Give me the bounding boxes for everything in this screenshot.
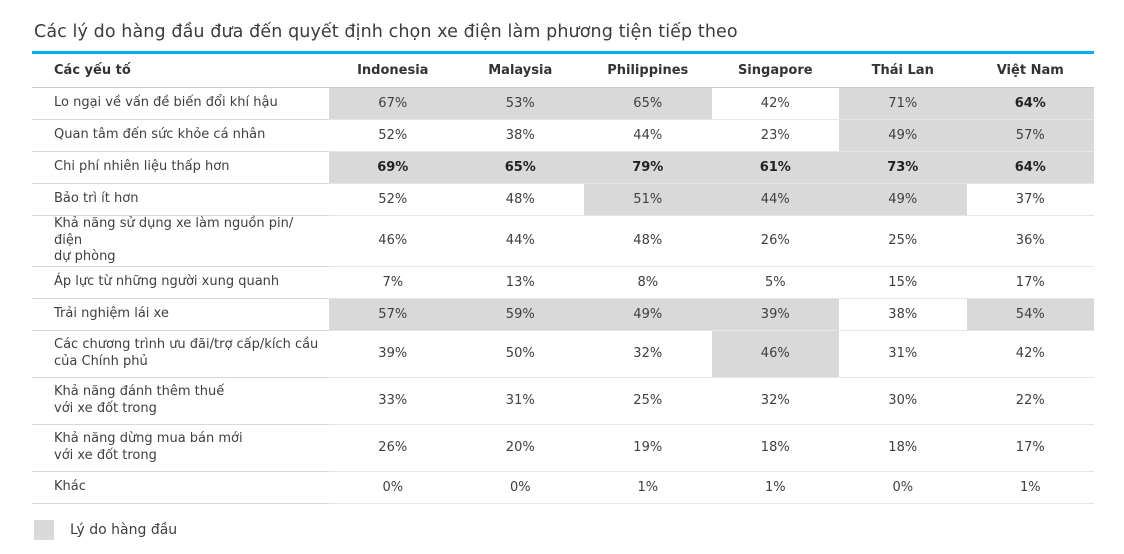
table-cell-value: 20% (457, 424, 585, 471)
table-cell-value: 65% (584, 88, 712, 120)
column-header-factors: Các yếu tố (32, 54, 329, 88)
header-row (32, 54, 1094, 88)
table-cell-value: 79% (584, 152, 712, 184)
table-cell-value: 51% (584, 184, 712, 216)
row-label-line: với xe đốt trong (54, 400, 157, 416)
table-row (32, 377, 1094, 424)
table-cell-value: 48% (584, 216, 712, 267)
legend-label: Lý do hàng đầu (70, 521, 178, 538)
table-cell-value: 7% (329, 266, 457, 298)
row-label (32, 120, 329, 152)
table-cell-value: 38% (839, 298, 967, 330)
table-cell-value: 17% (967, 424, 1095, 471)
table-cell-value: 53% (457, 88, 585, 120)
column-header-thailand: Thái Lan (839, 54, 967, 88)
table-cell-value: 42% (967, 330, 1095, 377)
table-cell-value: 19% (584, 424, 712, 471)
table-cell-value: 18% (712, 424, 840, 471)
table-row (32, 471, 1094, 503)
table-cell-value: 31% (839, 330, 967, 377)
column-header-malaysia: Malaysia (457, 54, 585, 88)
row-label-line: Khả năng sử dụng xe làm nguồn pin/điện (54, 216, 294, 248)
table-cell-value: 46% (712, 330, 840, 377)
row-label (32, 216, 329, 267)
row-label-line: của Chính phủ (54, 353, 148, 369)
row-label (32, 184, 329, 216)
table-cell-value: 22% (967, 377, 1095, 424)
reasons-table (32, 54, 1094, 504)
row-label-line: Khác (54, 479, 86, 495)
table-cell-value: 49% (839, 120, 967, 152)
table-cell-value: 33% (329, 377, 457, 424)
table-cell-value: 61% (712, 152, 840, 184)
table-cell-value: 1% (584, 471, 712, 503)
table-cell-value: 31% (457, 377, 585, 424)
table-cell-value: 44% (457, 216, 585, 267)
table-cell-value: 49% (839, 184, 967, 216)
table-row (32, 88, 1094, 120)
table-cell-value: 48% (457, 184, 585, 216)
table-cell-value: 54% (967, 298, 1095, 330)
row-label-line: Áp lực từ những người xung quanh (54, 274, 280, 290)
table-cell-value: 57% (967, 120, 1095, 152)
table-cell-value: 73% (839, 152, 967, 184)
row-label-line: dự phòng (54, 249, 116, 265)
table-row (32, 216, 1094, 267)
table-row (32, 298, 1094, 330)
table-cell-value: 39% (329, 330, 457, 377)
row-label-line: Quan tâm đến sức khỏe cá nhân (54, 127, 266, 143)
table-cell-value: 8% (584, 266, 712, 298)
table-cell-value: 32% (712, 377, 840, 424)
table-cell-value: 13% (457, 266, 585, 298)
table-row (32, 424, 1094, 471)
row-label (32, 152, 329, 184)
row-label (32, 424, 329, 471)
table-cell-value: 1% (967, 471, 1095, 503)
table-body (32, 88, 1094, 504)
table-cell-value: 1% (712, 471, 840, 503)
table-cell-value: 36% (967, 216, 1095, 267)
table-cell-value: 44% (712, 184, 840, 216)
table-cell-value: 25% (584, 377, 712, 424)
row-label (32, 88, 329, 120)
table-cell-value: 65% (457, 152, 585, 184)
column-header-indonesia: Indonesia (329, 54, 457, 88)
table-cell-value: 46% (329, 216, 457, 267)
row-label (32, 471, 329, 503)
table-cell-value: 64% (967, 152, 1095, 184)
row-label-line: Bảo trì ít hơn (54, 191, 139, 207)
row-label (32, 298, 329, 330)
row-label-line: Trải nghiệm lái xe (54, 306, 169, 322)
table-cell-value: 18% (839, 424, 967, 471)
row-label-line: Khả năng đánh thêm thuế (54, 384, 225, 400)
page-title: Các lý do hàng đầu đưa đến quyết định chọn xe điện làm phương tiện tiếp theo (34, 22, 738, 42)
table-cell-value: 52% (329, 184, 457, 216)
row-label-line: Các chương trình ưu đãi/trợ cấp/kích cầu (54, 337, 319, 353)
column-header-philippines: Philippines (584, 54, 712, 88)
table-cell-value: 23% (712, 120, 840, 152)
table-cell-value: 30% (839, 377, 967, 424)
row-label-line: Khả năng dừng mua bán mới (54, 431, 243, 447)
table-cell-value: 67% (329, 88, 457, 120)
row-label-line: Lo ngại về vấn đề biến đổi khí hậu (54, 95, 278, 111)
legend (34, 520, 1094, 540)
table-row (32, 266, 1094, 298)
table-cell-value: 26% (712, 216, 840, 267)
table-cell-value: 52% (329, 120, 457, 152)
table-cell-value: 50% (457, 330, 585, 377)
row-label (32, 377, 329, 424)
table-cell-value: 37% (967, 184, 1095, 216)
table-cell-value: 0% (457, 471, 585, 503)
column-header-vietnam: Việt Nam (967, 54, 1095, 88)
table-cell-value: 32% (584, 330, 712, 377)
table-cell-value: 39% (712, 298, 840, 330)
table-cell-value: 17% (967, 266, 1095, 298)
table-cell-value: 5% (712, 266, 840, 298)
table-row (32, 152, 1094, 184)
table-cell-value: 38% (457, 120, 585, 152)
table-cell-value: 15% (839, 266, 967, 298)
table-cell-value: 71% (839, 88, 967, 120)
table-cell-value: 57% (329, 298, 457, 330)
column-header-singapore: Singapore (712, 54, 840, 88)
table-cell-value: 49% (584, 298, 712, 330)
row-label (32, 266, 329, 298)
table-cell-value: 0% (839, 471, 967, 503)
table-cell-value: 64% (967, 88, 1095, 120)
table-cell-value: 26% (329, 424, 457, 471)
table-cell-value: 42% (712, 88, 840, 120)
table-row (32, 330, 1094, 377)
row-label-line: với xe đốt trong (54, 447, 157, 463)
table-row (32, 120, 1094, 152)
row-label (32, 330, 329, 377)
table-row (32, 184, 1094, 216)
table-cell-value: 0% (329, 471, 457, 503)
table-header (32, 54, 1094, 88)
legend-swatch-icon (34, 520, 54, 540)
table-cell-value: 25% (839, 216, 967, 267)
table-cell-value: 44% (584, 120, 712, 152)
row-label-line: Chi phí nhiên liệu thấp hơn (54, 159, 230, 175)
table-cell-value: 59% (457, 298, 585, 330)
table-cell-value: 69% (329, 152, 457, 184)
